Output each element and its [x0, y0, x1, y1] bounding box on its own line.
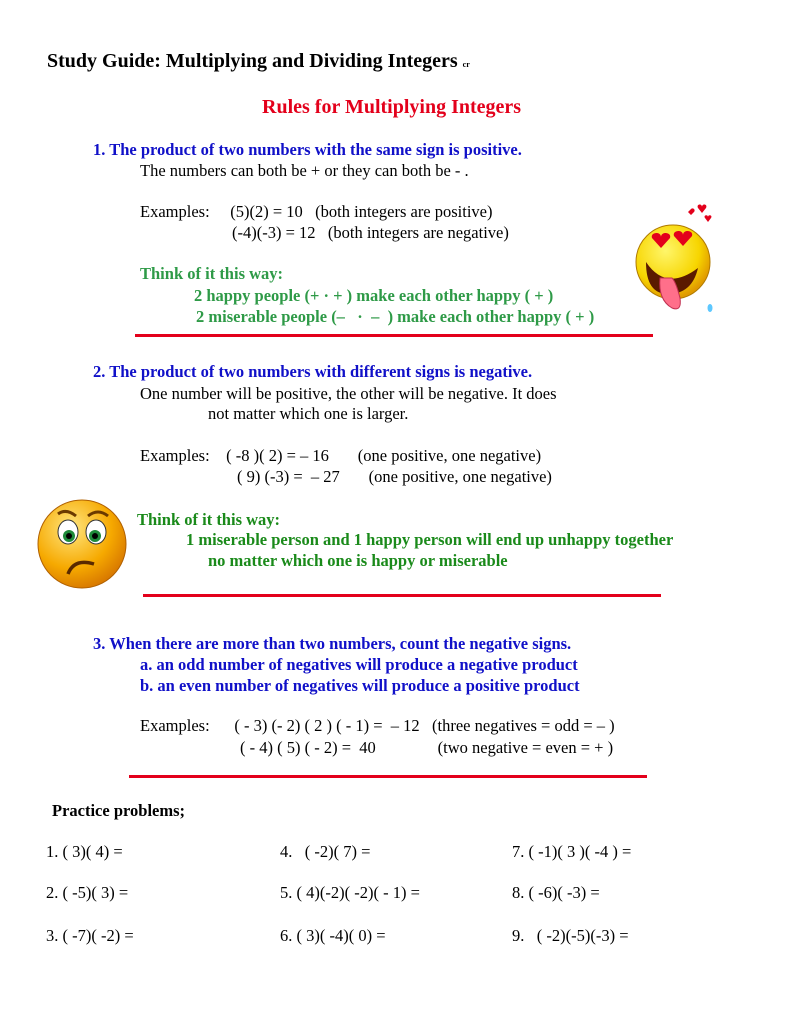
section-heading: Rules for Multiplying Integers [262, 96, 522, 118]
rule2-example1: Examples: ( -8 )( 2) = – 16 (one positive, one negative) [140, 446, 542, 465]
problem-1: 1. ( 3)( 4) = [46, 842, 123, 861]
problem-3: 3. ( -7)( -2) = [46, 926, 134, 945]
divider-2 [143, 594, 661, 597]
rule2-example2: ( 9) (-3) = – 27 (one positive, one negative) [237, 467, 552, 486]
rule2-body-line1: One number will be positive, the other will be negative. It does [140, 384, 557, 403]
rule3-example2: ( - 4) ( 5) ( - 2) = 40 (two negative = even = + ) [240, 738, 614, 757]
divider-1 [135, 334, 653, 337]
problem-5: 5. ( 4)(-2)( -2)( - 1) = [280, 883, 420, 902]
rule1-think-line2: 2 miserable people (– · – ) make each other happy ( + ) [196, 307, 595, 326]
rule3-item-a: a. an odd number of negatives will produce a negative product [140, 655, 578, 674]
title-suffix: cr [462, 60, 470, 69]
happy-face-icon [630, 200, 722, 320]
divider-3 [129, 775, 647, 778]
rule1-example1: Examples: (5)(2) = 10 (both integers are positive) [140, 202, 493, 221]
rule1-body: The numbers can both be + or they can both be - . [140, 161, 469, 180]
rule2-heading: 2. The product of two numbers with different signs is negative. [93, 362, 533, 381]
rule3-example1: Examples: ( - 3) (- 2) ( 2 ) ( - 1) = – 12 (three negatives = odd = – ) [140, 716, 615, 735]
problem-8: 8. ( -6)( -3) = [512, 883, 600, 902]
rule1-heading: 1. The product of two numbers with the same sign is positive. [93, 140, 522, 159]
rule1-example2: (-4)(-3) = 12 (both integers are negative) [232, 223, 509, 242]
rule2-think-line2: no matter which one is happy or miserable [208, 551, 508, 570]
rule2-think-line1: 1 miserable person and 1 happy person will end up unhappy together [186, 530, 674, 549]
practice-label: Practice problems; [52, 801, 186, 820]
rule1-think-label: Think of it this way: [140, 264, 284, 283]
rule2-think-label: Think of it this way: [137, 510, 281, 529]
problem-6: 6. ( 3)( -4)( 0) = [280, 926, 386, 945]
rule2-body-line2: not matter which one is larger. [208, 404, 409, 423]
page-title: Study Guide: Multiplying and Dividing Integers cr [47, 50, 470, 72]
problem-9: 9. ( -2)(-5)(-3) = [512, 926, 629, 945]
rule1-think-line1: 2 happy people (+ · + ) make each other happy ( + ) [194, 286, 554, 305]
problem-7: 7. ( -1)( 3 )( -4 ) = [512, 842, 632, 861]
rule3-item-b: b. an even number of negatives will produce a positive product [140, 676, 580, 695]
problem-4: 4. ( -2)( 7) = [280, 842, 371, 861]
problem-2: 2. ( -5)( 3) = [46, 883, 129, 902]
sad-face-icon [32, 492, 132, 592]
rule3-heading: 3. When there are more than two numbers, count the negative signs. [93, 634, 572, 653]
